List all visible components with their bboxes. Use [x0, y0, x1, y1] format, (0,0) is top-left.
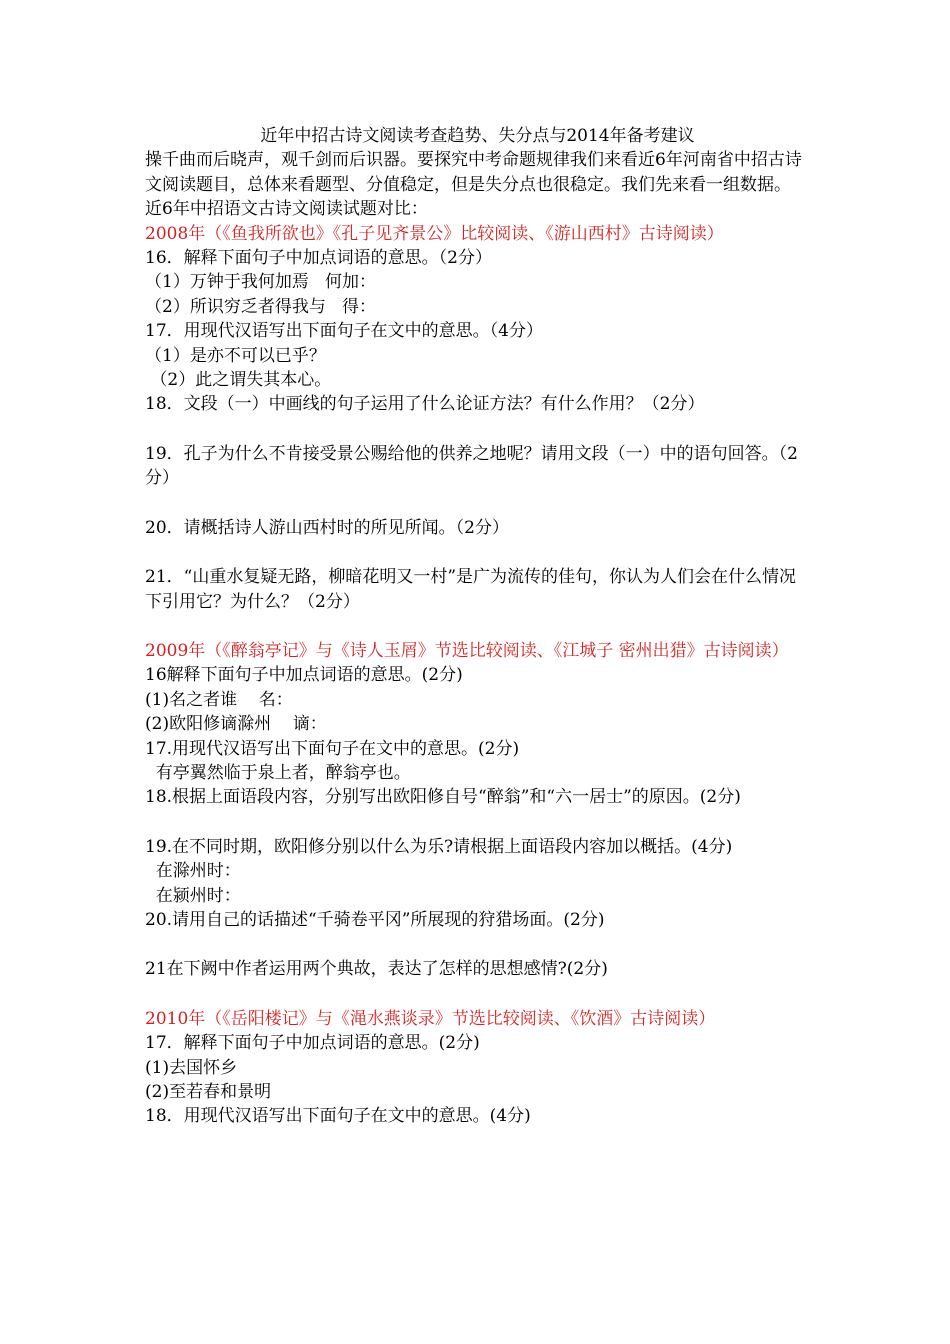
- question-2008-21: 21．“山重水复疑无路，柳暗花明又一村”是广为流传的佳句，你认为人们会在什么情况下引用它？为什么？（2分）: [145, 567, 797, 612]
- year-2008-heading: 2008年（《鱼我所欲也》《孔子见齐景公》比较阅读、《游山西村》古诗阅读）: [145, 223, 724, 244]
- question-2009-17-1: 有亭翼然临于泉上者，醉翁亭也。: [145, 762, 411, 783]
- question-2009-16: 16解释下面句子中加点词语的意思。(2分): [145, 665, 463, 686]
- question-2009-21: 21在下阙中作者运用两个典故，表达了怎样的思想感情?(2分): [145, 959, 608, 980]
- year-2010-heading: 2010年（《岳阳楼记》与《渑水燕谈录》节选比较阅读、《饮酒》古诗阅读）: [145, 1008, 716, 1029]
- question-2009-19-2: 在颍州时：: [145, 885, 241, 906]
- year-2009-heading: 2009年（《醉翁亭记》与《诗人玉屑》节选比较阅读、《江城子 密州出猎》古诗阅读）: [145, 640, 789, 661]
- question-2010-17-1: (1)去国怀乡: [145, 1057, 238, 1078]
- question-2009-19: 19.在不同时期，欧阳修分别以什么为乐?请根据上面语段内容加以概括。(4分): [145, 836, 733, 857]
- question-2010-17: 17．解释下面句子中加点词语的意思。(2分): [145, 1033, 480, 1054]
- question-2009-17: 17.用现代汉语写出下面句子在文中的意思。(2分): [145, 738, 520, 759]
- question-2008-16-1: （1）万钟于我何加焉 何加：: [145, 272, 377, 293]
- question-2009-18: 18.根据上面语段内容，分别写出欧阳修自号“醉翁”和“六一居士”的原因。(2分): [145, 787, 741, 808]
- question-2009-16-1: (1)名之者谁 名：: [145, 689, 293, 710]
- spacer: [145, 982, 810, 1007]
- question-2010-17-2: (2)至若春和景明: [145, 1082, 272, 1102]
- intro-paragraph: 操千曲而后晓声，观千剑而后识器。要探究中考命题规律我们来看近6年河南省中招古诗文阅读题目，总体来看题型、分值稳定，但是失分点也很稳定。我们先来看一组数据。: [145, 150, 802, 195]
- question-2008-16: 16．解释下面句子中加点词语的意思。（2分）: [145, 248, 492, 269]
- question-2008-18: 18．文段（一）中画线的句子运用了什么论证方法？有什么作用？（2分）: [145, 394, 705, 415]
- question-2008-17-1: （1）是亦不可以已乎？: [145, 345, 326, 366]
- question-2009-20: 20.请用自己的话描述“千骑卷平冈”所展现的狩猎场面。(2分): [145, 909, 605, 930]
- question-2008-17: 17．用现代汉语写出下面句子在文中的意思。（4分）: [145, 321, 543, 342]
- question-2008-17-2: （2）此之谓失其本心。: [145, 370, 332, 391]
- spacer: [145, 932, 810, 957]
- question-2008-16-2: （2）所识穷乏者得我与 得：: [145, 296, 377, 317]
- question-2009-16-2: (2)欧阳修谪滁州 谪：: [145, 714, 327, 735]
- question-2010-18: 18．用现代汉语写出下面句子在文中的意思。(4分): [145, 1106, 531, 1127]
- spacer: [145, 614, 810, 639]
- question-2008-20: 20．请概括诗人游山西村时的所见所闻。（2分）: [145, 517, 509, 538]
- spacer: [145, 417, 810, 442]
- compare-heading: 近6年中招语文古诗文阅读试题对比：: [145, 199, 428, 220]
- document-page: [145, 124, 810, 1129]
- document-title: 近年中招古诗文阅读考查趋势、失分点与2014年备考建议: [260, 126, 695, 146]
- question-2008-19: 19．孔子为什么不肯接受景公赐给他的供养之地呢？请用文段（一）中的语句回答。（2分）: [145, 443, 798, 489]
- question-2009-19-1: 在滁州时：: [145, 861, 241, 882]
- spacer: [145, 810, 810, 835]
- spacer: [145, 491, 810, 516]
- spacer: [145, 540, 810, 565]
